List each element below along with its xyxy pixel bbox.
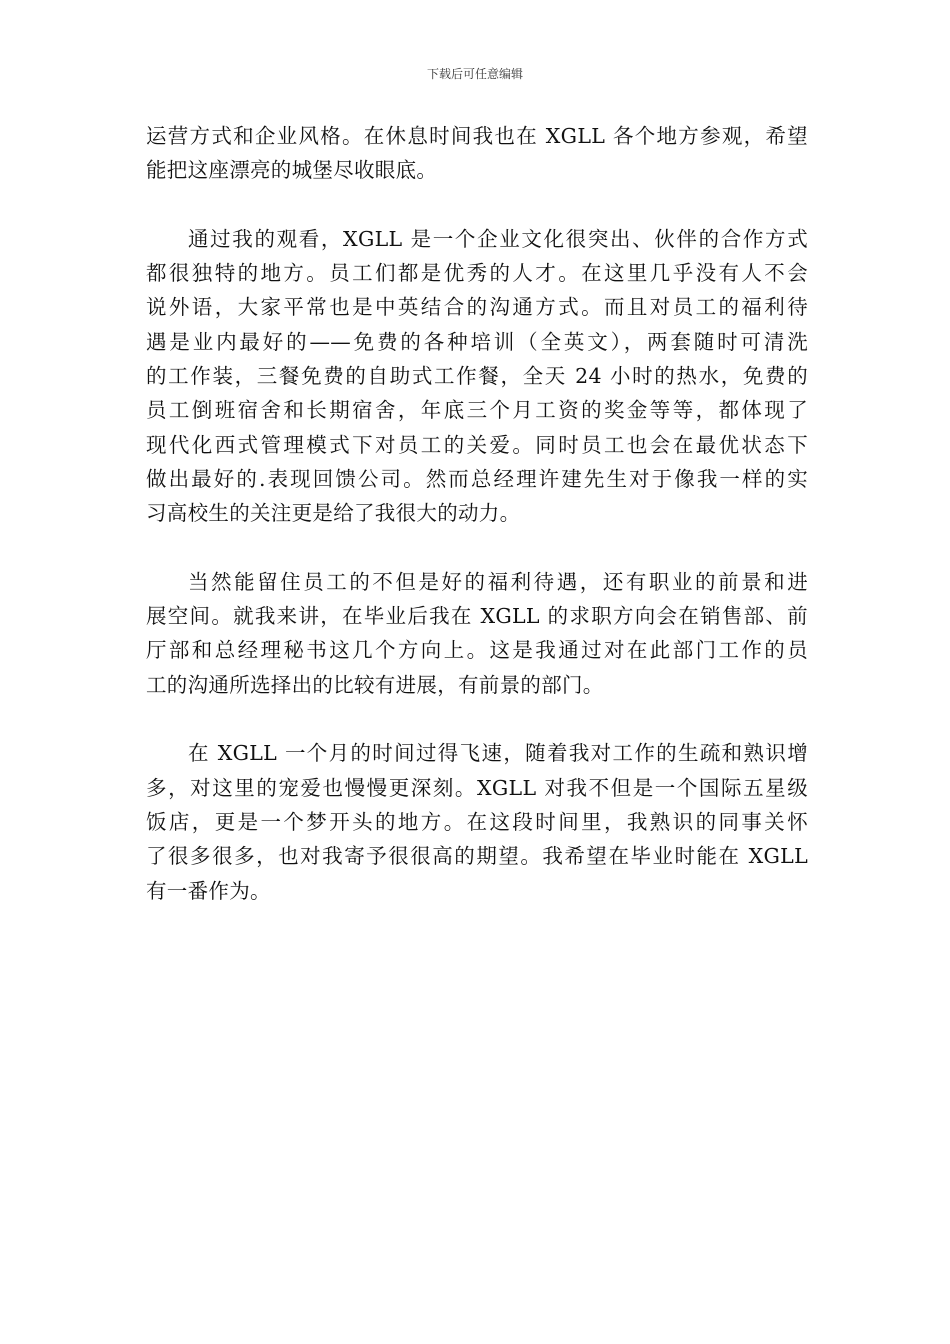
paragraph-3 [146, 565, 808, 702]
text-line: 通过我的观看，XGLL 是一个企业文化很突出、伙伴的合作方式 [188, 226, 808, 251]
text-line: 厅部和总经理秘书这几个方向上。这是我通过对在此部门工作的员 [146, 638, 808, 663]
text-line: 都很独特的地方。员工们都是优秀的人才。在这里几乎没有人不会 [146, 261, 808, 286]
text-line: 多，对这里的宠爱也慢慢更深刻。XGLL 对我不但是一个国际五星级 [146, 775, 808, 800]
paragraph-4 [146, 736, 808, 907]
text-line: 员工倒班宿舍和长期宿舍，年底三个月工资的奖金等等，都体现了 [146, 398, 808, 423]
text-line: 习高校生的关注更是给了我很大的动力。 [146, 501, 521, 526]
text-line: 展空间。就我来讲，在毕业后我在 XGLL 的求职方向会在销售部、前 [146, 604, 808, 629]
text-line: 说外语，大家平常也是中英结合的沟通方式。而且对员工的福利待 [146, 295, 808, 320]
document-body [146, 119, 808, 908]
text-line: 在 XGLL 一个月的时间过得飞速，随着我对工作的生疏和熟识增 [188, 741, 808, 766]
text-line: 能把这座漂亮的城堡尽收眼底。 [146, 158, 438, 183]
text-line: 遇是业内最好的——免费的各种培训（全英文），两套随时可清洗 [146, 329, 808, 354]
text-line: 现代化西式管理模式下对员工的关爱。同时员工也会在最优状态下 [146, 432, 808, 457]
text-line: 运营方式和企业风格。在休息时间我也在 XGLL 各个地方参观，希望 [146, 124, 808, 148]
text-line: 工的沟通所选择出的比较有进展，有前景的部门。 [146, 672, 604, 697]
text-line: 的工作装，三餐免费的自助式工作餐，全天 24 小时的热水，免费的 [146, 364, 808, 389]
text-line: 有一番作为。 [146, 878, 271, 903]
paragraph-2 [146, 222, 808, 531]
text-line: 当然能留住员工的不但是好的福利待遇，还有职业的前景和进 [188, 569, 808, 594]
text-line: 了很多很多，也对我寄予很很高的期望。我希望在毕业时能在 XGLL [146, 844, 808, 869]
paragraph-1 [146, 119, 808, 188]
text-line: 饭店，更是一个梦开头的地方。在这段时间里，我熟识的同事关怀 [146, 809, 808, 834]
page-header: 下载后可任意编辑 [426, 67, 523, 81]
text-line: 做出最好的.表现回馈公司。然而总经理许建先生对于像我一样的实 [146, 466, 808, 491]
